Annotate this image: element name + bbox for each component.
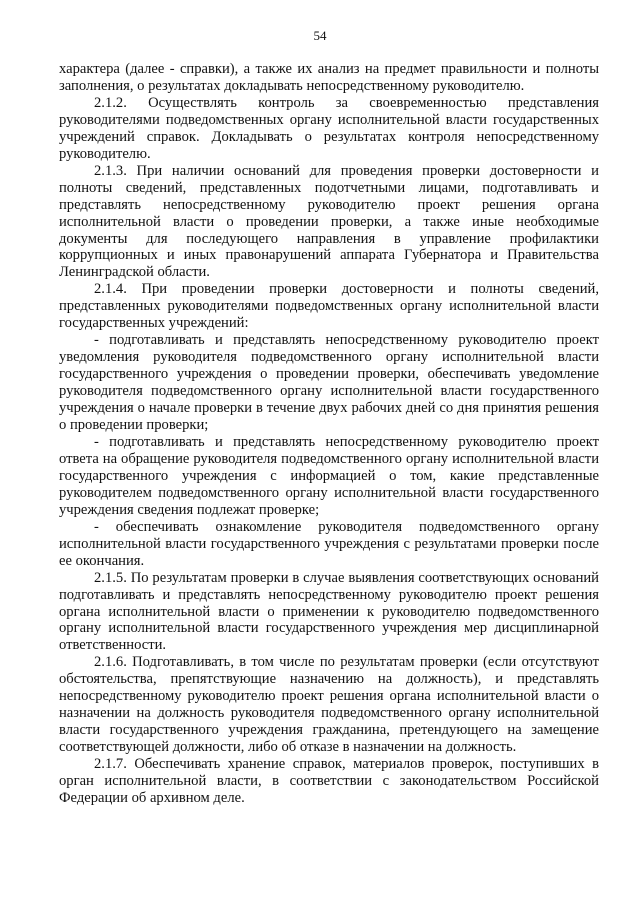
- paragraph-2-1-7: 2.1.7. Обеспечивать хранение справок, материалов проверок, поступивших в орган исполнительной власти, в соответствии с законодательством Российской Федерации об архивном деле.: [59, 756, 599, 806]
- list-item-familiarization: - обеспечивать ознакомление руководителя подведомственного органу исполнительной власти государственного учреждения с результатами проверки после ее окончания.: [59, 518, 599, 569]
- list-item-response: - подготавливать и представлять непосредственному руководителю проект ответа на обращение руководителя подведомственного органу исполнительной власти государственного учреждения с информацией о том, какие представленные руководителем подведомственного органу исполнительной власти государственного учреждения сведения подлежат проверке;: [59, 433, 599, 518]
- paragraph-2-1-6: 2.1.6. Подготавливать, в том числе по результатам проверки (если отсутствуют обстоятельства, препятствующие назначению на должность), и представлять непосредственному руководителю проект решения органа исполнительной власти о назначении на должность руководителя подведомственного органу исполнительной власти государственного учреждения гражданина, претендующего на замещение соответствующей должности, либо об отказе в назначении на должность.: [59, 654, 599, 756]
- page-number: 54: [313, 28, 327, 43]
- paragraph-2-1-3: 2.1.3. При наличии оснований для проведения проверки достоверности и полноты сведений, представленных подотчетными лицами, подготавливать и представлять непосредственному руководителю проект решения органа исполнительной власти о проведении проверки, а также иные необходимые документы для последующего направления в управление профилактики коррупционных и иных правонарушений аппарата Губернатора и Правительства Ленинградской области.: [59, 162, 599, 281]
- paragraph-2-1-4: 2.1.4. При проведении проверки достоверности и полноты сведений, представленных руководителями подведомственных органу исполнительной власти государственных учреждений:: [59, 281, 599, 332]
- paragraph-2-1-5: 2.1.5. По результатам проверки в случае выявления соответствующих оснований подготавливать и представлять непосредственному руководителю проект решения органа исполнительной власти о применении к руководителю подведомственного органу исполнительной власти государственного учреждения мер дисциплинарной ответственности.: [59, 569, 599, 654]
- document-body: [59, 61, 599, 807]
- paragraph-continuation: характера (далее - справки), а также их анализ на предмет правильности и полноты заполнения, о результатах докладывать непосредственному руководителю.: [59, 61, 599, 94]
- paragraph-2-1-2: 2.1.2. Осуществлять контроль за своевременностью представления руководителями подведомственных органу исполнительной власти государственных учреждений справок. Докладывать о результатах контроля непосредственному руководителю.: [59, 94, 599, 162]
- list-item-notification: - подготавливать и представлять непосредственному руководителю проект уведомления руководителя подведомственного органу исполнительной власти государственного учреждения о проведении проверки, обеспечивать уведомление руководителя подведомственного органу исполнительной власти государственного учреждения о начале проверки в течение двух рабочих дней со дня принятия решения о проведении проверки;: [59, 332, 599, 434]
